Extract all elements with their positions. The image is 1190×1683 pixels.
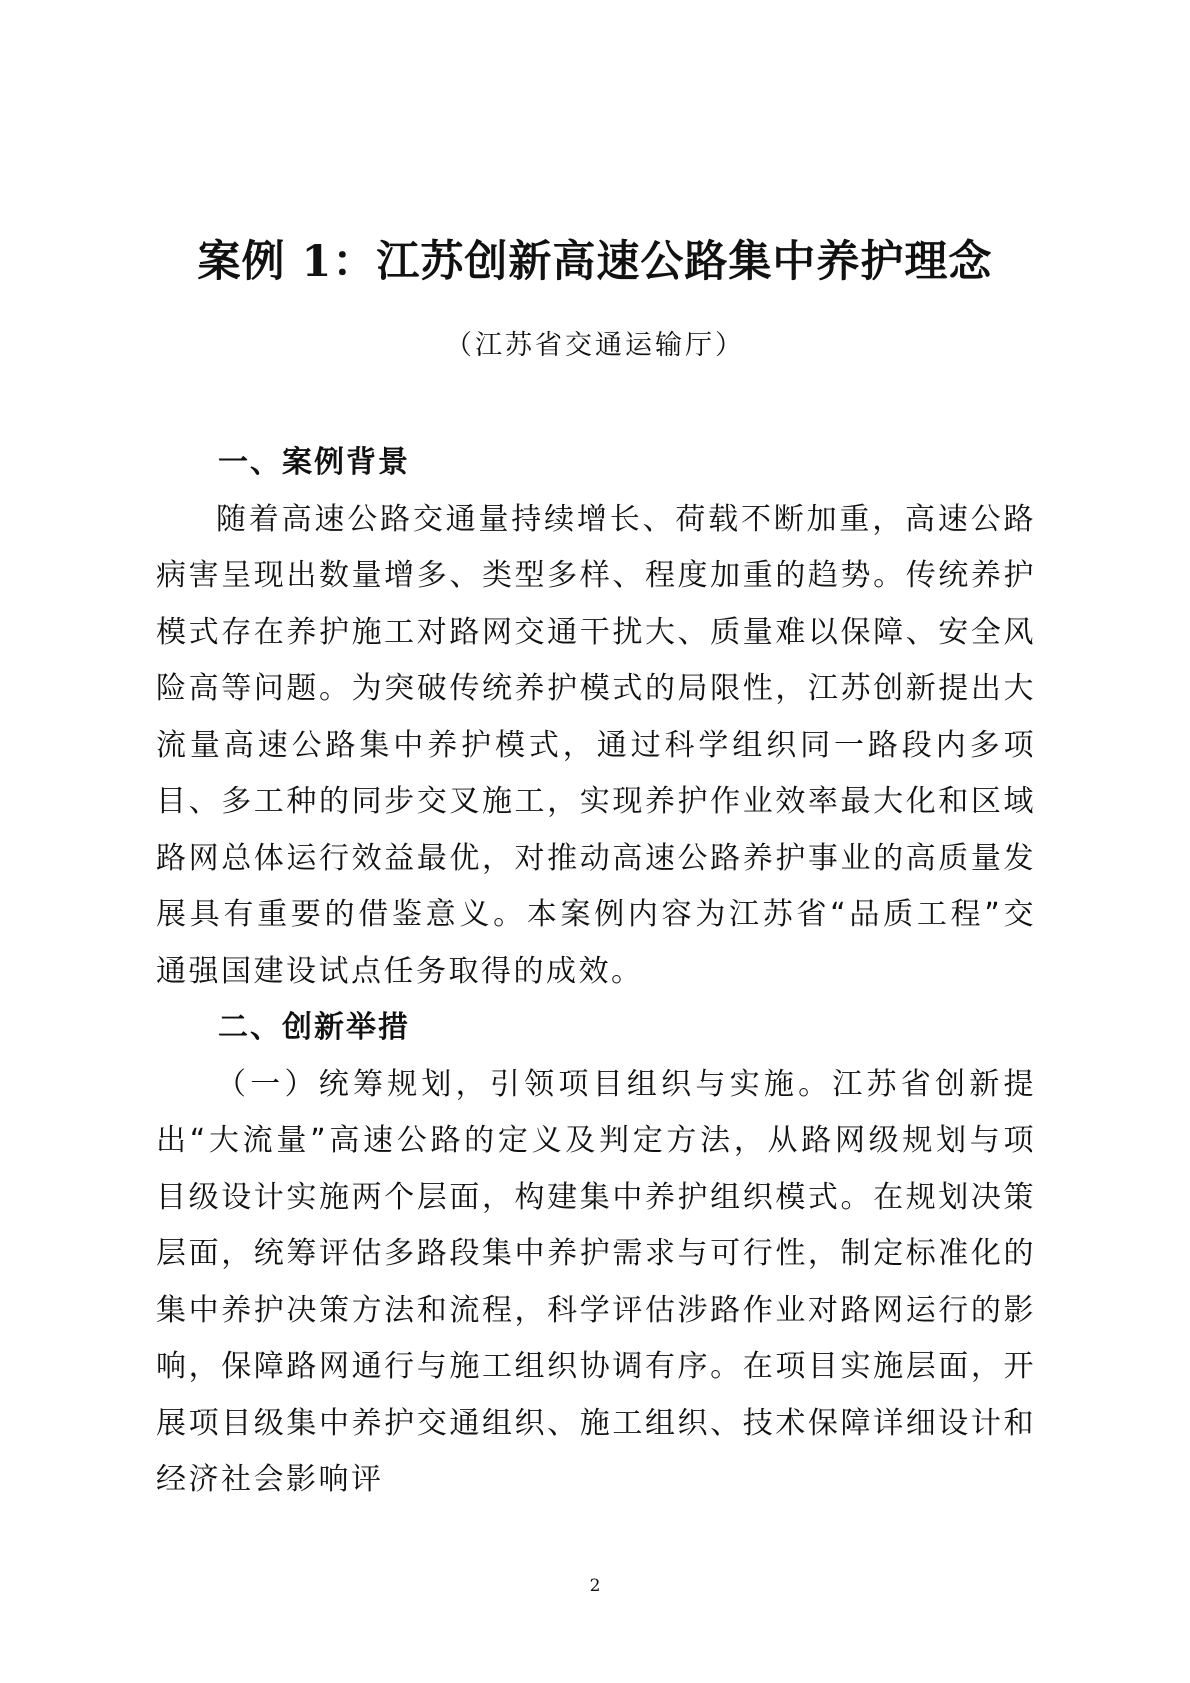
section-heading-background: 一、案例背景 (218, 445, 410, 480)
section-paragraph-background: 随着高速公路交通量持续增长、荷载不断加重，高速公路病害呈现出数量增多、类型多样、程度加重的趋势。传统养护模式存在养护施工对路网交通干扰大、质量难以保障、安全风险高等问题。为突破传统养护模式的局限性，江苏创新提出大流量高速公路集中养护模式，通过科学组织同一路段内多项目、多工种的同步交叉施工，实现养护作业效率最大化和区域路网总体运行效益最优，对推动高速公路养护事业的高质量发展具有重要的借鉴意义。本案例内容为江苏省“品质工程”交通强国建设试点任务取得的成效。 (156, 501, 1036, 989)
section-paragraph-measures: （一）统筹规划，引领项目组织与实施。江苏省创新提出“大流量”高速公路的定义及判定方法，从路网级规划与项目级设计实施两个层面，构建集中养护组织模式。在规划决策层面，统筹评估多路段集中养护需求与可行性，制定标准化的集中养护决策方法和流程，科学评估涉路作业对路网运行的影响，保障路网通行与施工组织协调有序。在项目实施层面，开展项目级集中养护交通组织、施工组织、技术保障详细设计和经济社会影响评 (156, 1066, 1036, 1497)
document-subtitle: （江苏省交通运输厅） (445, 330, 745, 361)
section-heading-measures: 二、创新举措 (218, 1010, 410, 1045)
page-number: 2 (589, 1576, 601, 1596)
document-title: 案例 1：江苏创新高速公路集中养护理念 (197, 237, 993, 287)
document-body (156, 435, 1036, 1509)
